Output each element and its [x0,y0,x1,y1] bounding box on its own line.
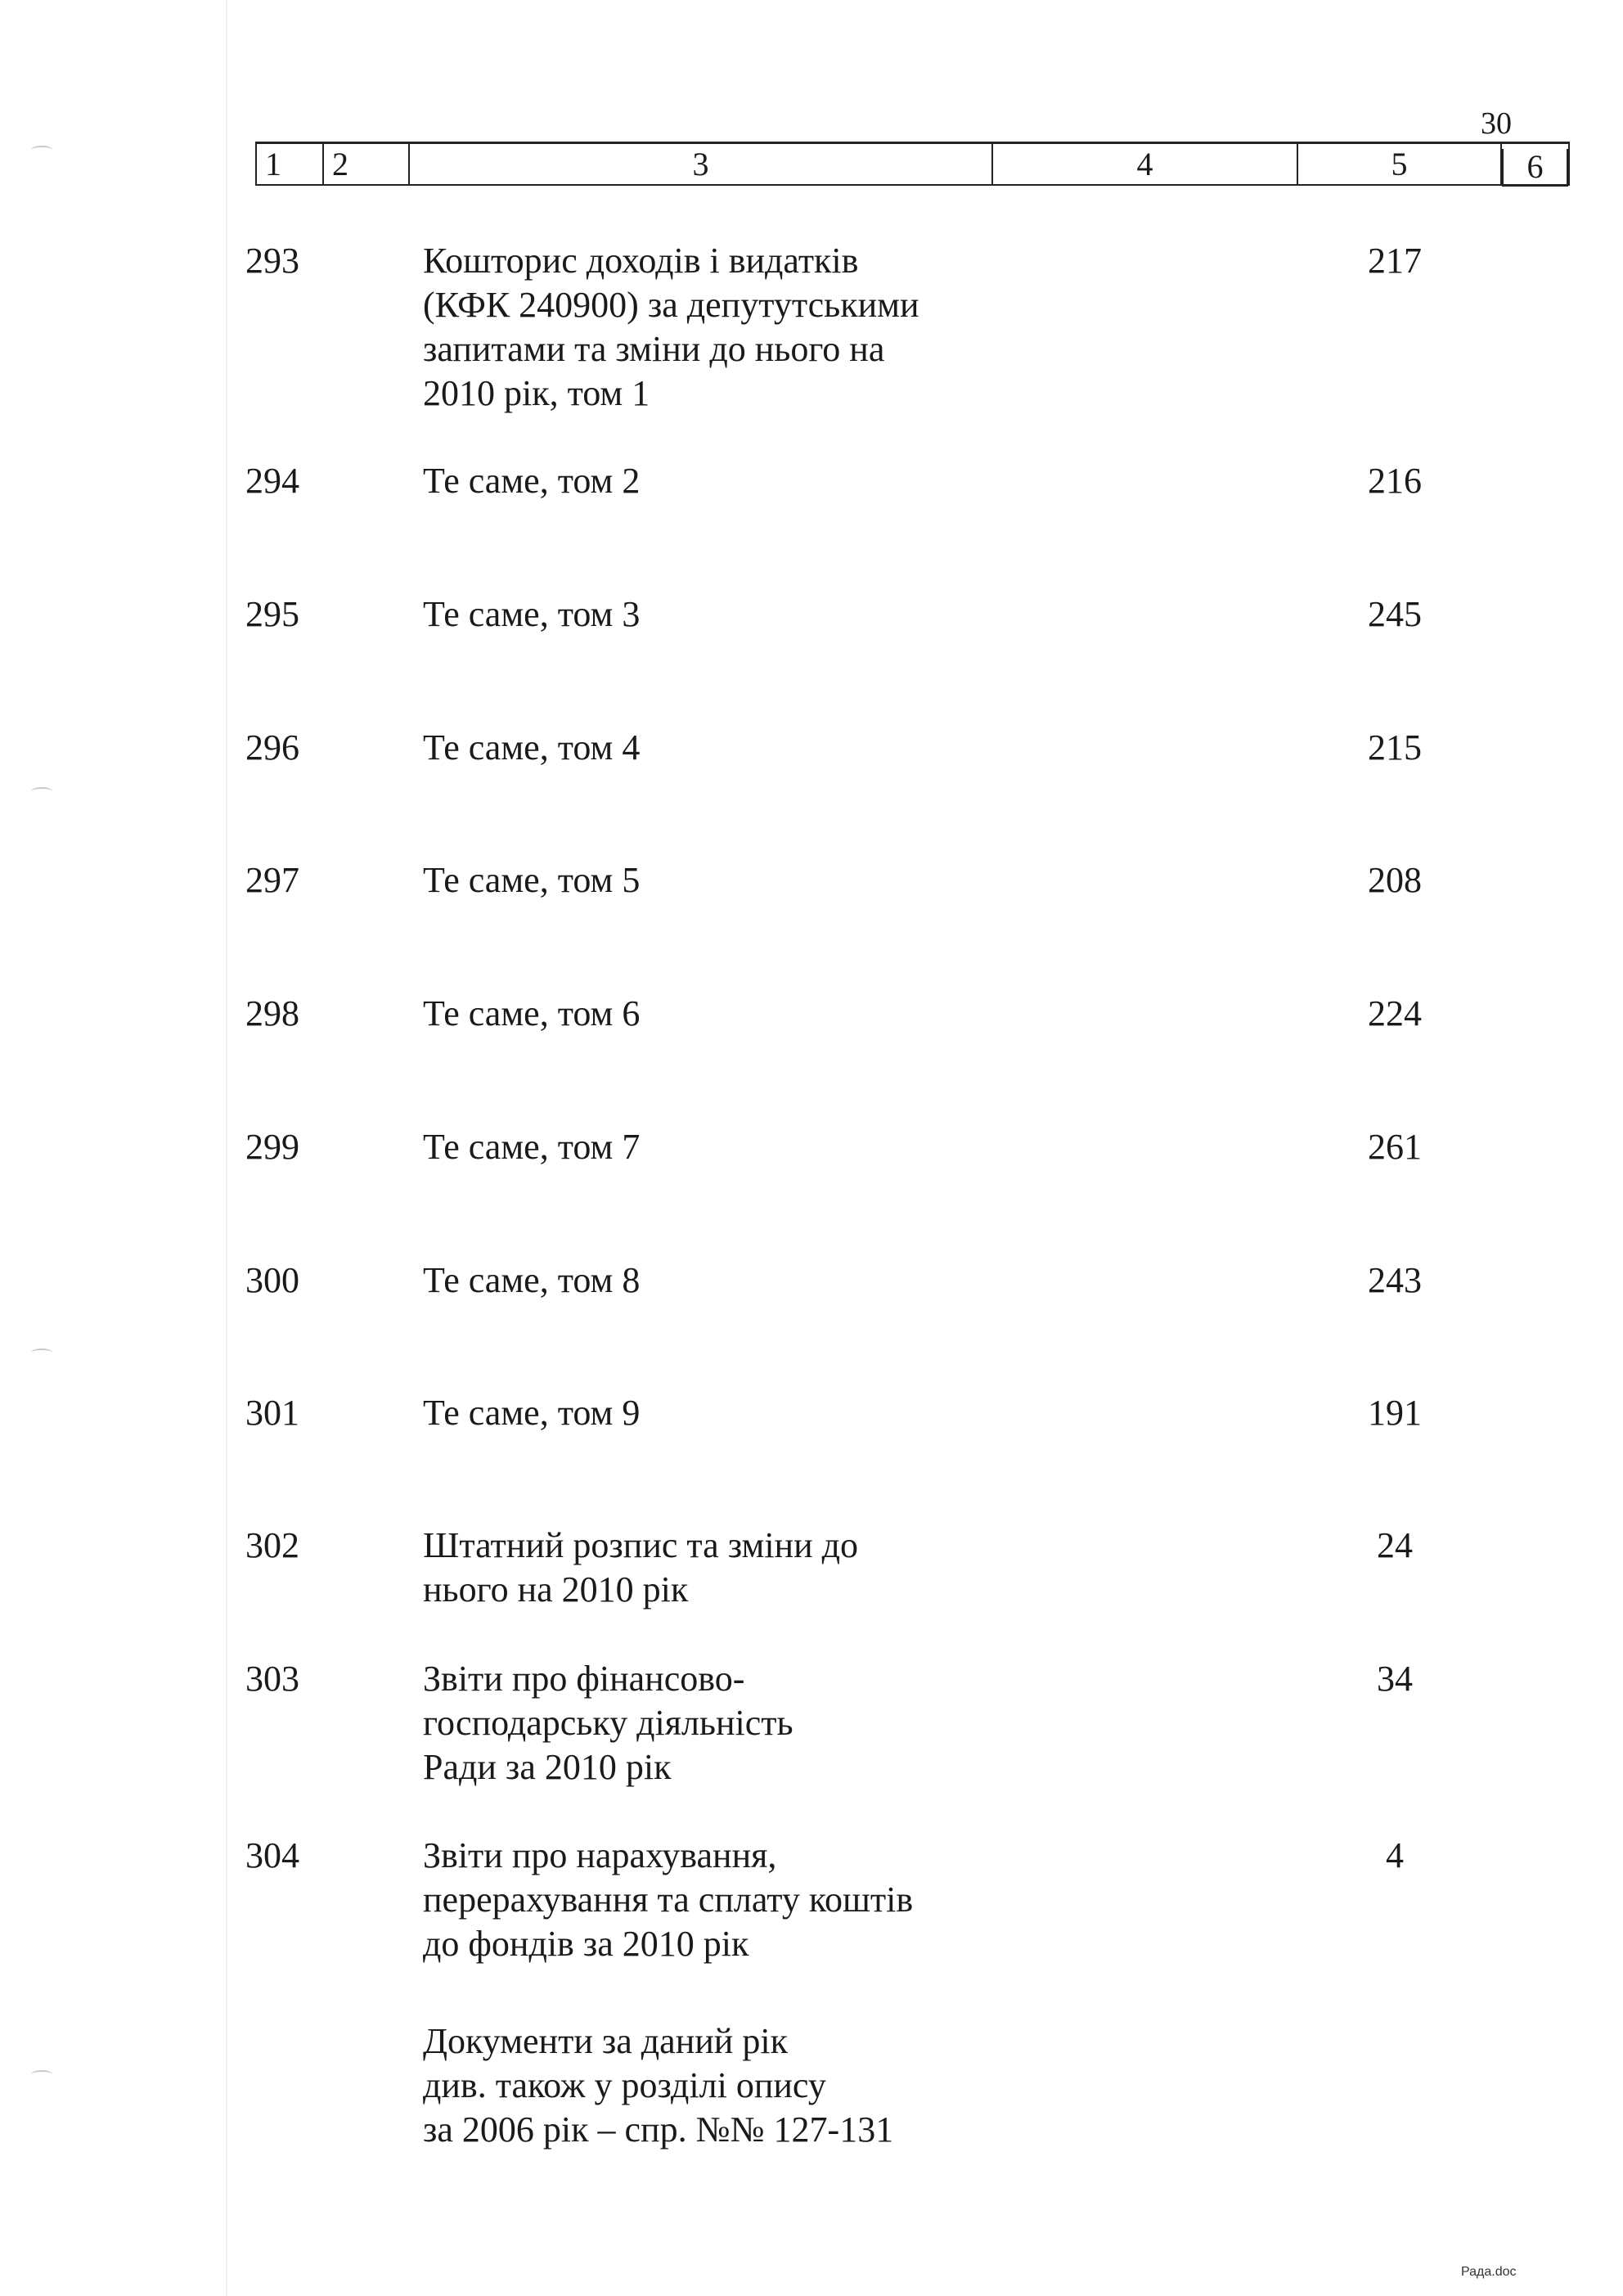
item-title: Кошторис доходів і видатків (КФК 240900) за депутутськими запитами та зміни до нього на 2010 рік, том 1 [423,241,919,413]
item-sheet-count: 217 [1368,241,1422,281]
item-sheet-count: 215 [1368,727,1422,768]
item-sheet-count: 245 [1368,594,1422,634]
scan-mark [31,2070,52,2078]
item-number: 300 [245,1260,299,1300]
item-number: 293 [245,241,299,281]
item-title: Те саме, том 6 [423,993,641,1033]
item-sheet-count: 191 [1368,1393,1422,1433]
item-number: 303 [245,1659,299,1699]
margin-line [226,0,227,2296]
item-sheet-count: 216 [1368,461,1422,501]
item-title: Те саме, том 9 [423,1393,641,1433]
scan-mark [31,1348,52,1357]
item-number: 297 [245,860,299,900]
item-number: 294 [245,461,299,501]
item-number: 301 [245,1393,299,1433]
item-title: Те саме, том 2 [423,461,641,501]
item-number: 304 [245,1835,299,1875]
item-title: Те саме, том 7 [423,1127,641,1167]
scan-mark [31,146,52,154]
item-number: 298 [245,993,299,1033]
item-sheet-count: 243 [1368,1260,1422,1300]
header-col-4: 4 [993,144,1298,184]
item-sheet-count: 261 [1368,1127,1422,1167]
footer-filename: Рада.doc [1461,2265,1517,2279]
item-title: Штатний розпис та зміни до нього на 2010 рік [423,1525,859,1609]
item-title: Те саме, том 4 [423,727,641,768]
item-title: Те саме, том 3 [423,594,641,634]
header-col-2: 2 [324,144,410,184]
item-title: Те саме, том 8 [423,1260,641,1300]
item-sheet-count: 24 [1377,1525,1413,1565]
header-col-6: 6 [1502,149,1568,187]
cross-reference-note: Документи за даний рік див. також у розділі опису за 2006 рік – спр. №№ 127-131 [423,2021,894,2150]
header-col-3: 3 [410,144,993,184]
item-sheet-count: 224 [1368,993,1422,1033]
item-sheet-count: 208 [1368,860,1422,900]
item-number: 295 [245,594,299,634]
scan-mark [31,787,52,795]
item-sheet-count: 34 [1377,1659,1413,1699]
item-title: Те саме, том 5 [423,860,641,900]
item-title: Звіти про нарахування, перерахування та сплату коштів до фондів за 2010 рік [423,1835,914,1964]
item-title: Звіти про фінансово- господарську діяльність Ради за 2010 рік [423,1659,794,1787]
page-number: 30 [1481,106,1512,141]
table-header [255,142,1570,186]
header-col-5: 5 [1298,144,1502,184]
item-sheet-count: 4 [1386,1835,1404,1875]
item-number: 299 [245,1127,299,1167]
item-number: 302 [245,1525,299,1565]
header-col-1: 1 [257,144,324,184]
item-number: 296 [245,727,299,768]
